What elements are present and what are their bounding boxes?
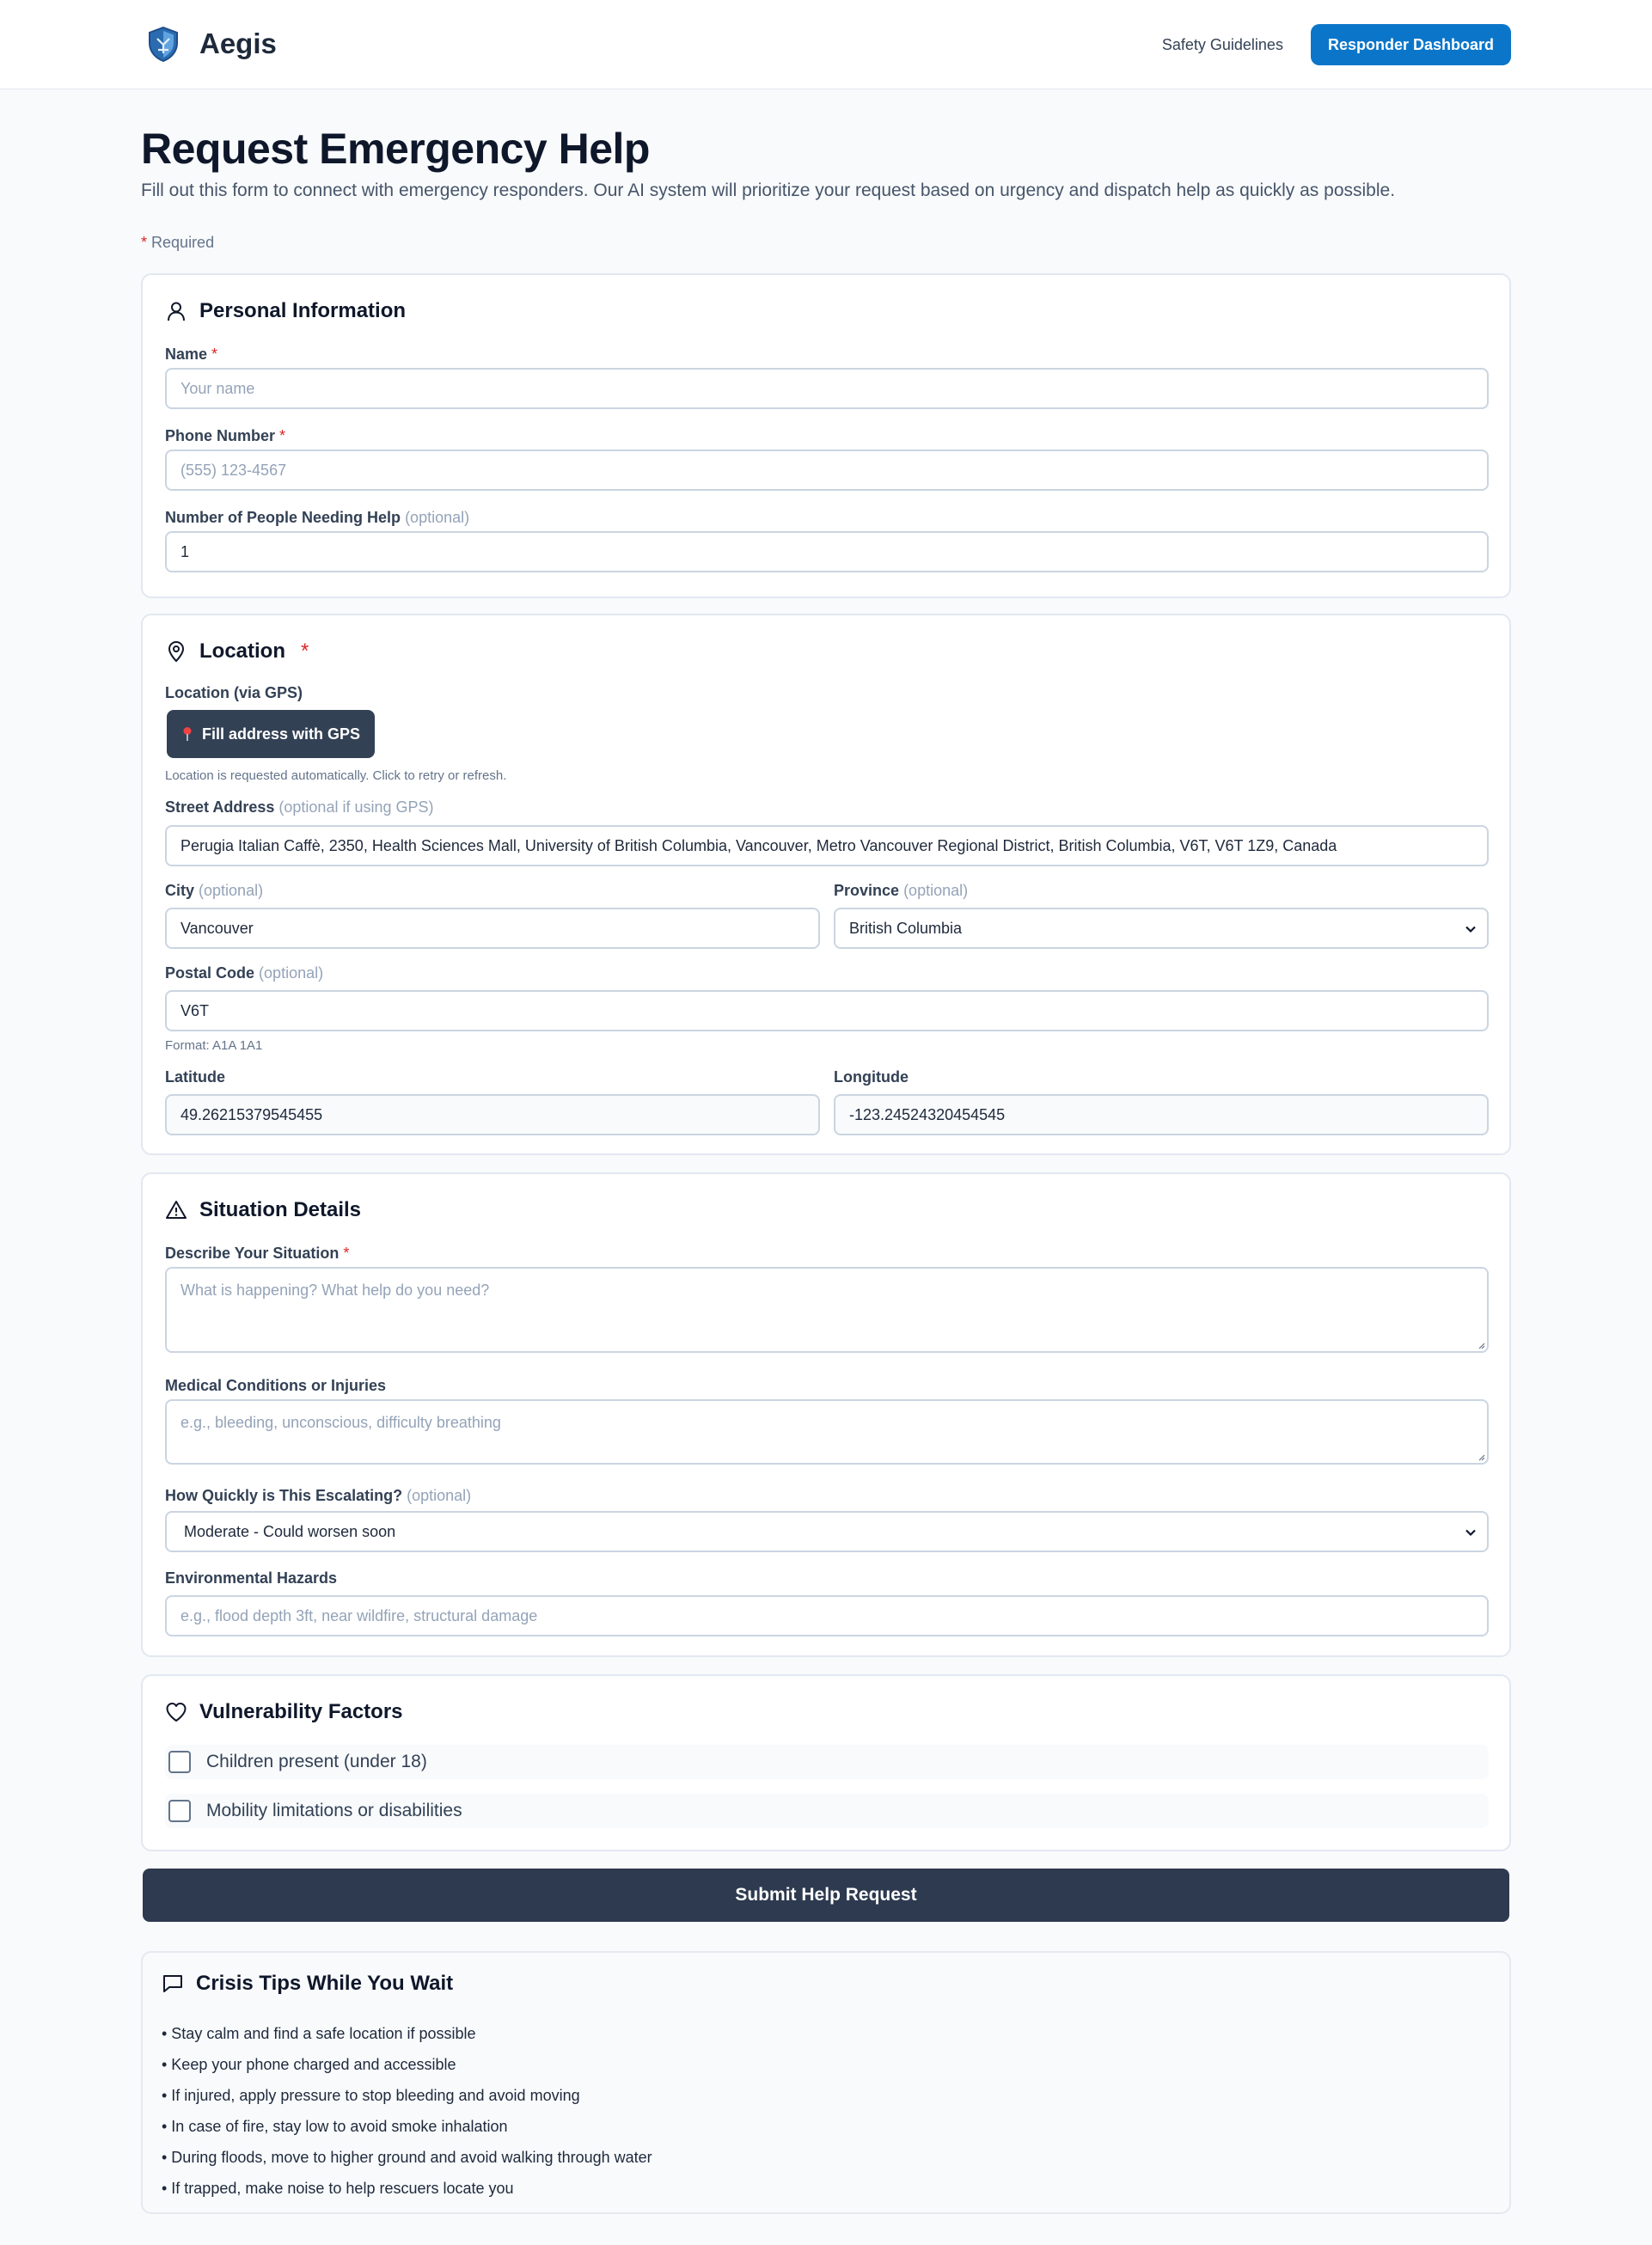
postal-code-input[interactable]: V6T bbox=[165, 990, 1489, 1031]
longitude-input[interactable]: -123.24524320454545 bbox=[834, 1094, 1489, 1135]
province-value: British Columbia bbox=[849, 920, 963, 937]
red-pin-icon bbox=[181, 726, 193, 742]
crisis-tips-header bbox=[162, 1972, 453, 1996]
situation-header bbox=[165, 1198, 361, 1222]
children-checkbox-row[interactable] bbox=[165, 1745, 1489, 1779]
page-subtitle: Fill out this form to connect with emergency responders. Our AI system will prioritize your request based on urgency and dispatch help as quickly as possible. bbox=[141, 180, 1396, 200]
children-checkbox[interactable] bbox=[168, 1751, 191, 1773]
describe-label: Describe Your Situation * bbox=[165, 1245, 350, 1262]
resize-handle-icon[interactable] bbox=[1477, 1453, 1485, 1461]
latitude-input[interactable]: 49.26215379545455 bbox=[165, 1094, 820, 1135]
street-address-input[interactable]: Perugia Italian Caffè, 2350, Health Sciences Mall, University of British Columbia, Vancouver, Metro Vancouver Regional District, British Columbia, V6T, V6T 1Z9, Canada bbox=[165, 825, 1489, 866]
city-input[interactable]: Vancouver bbox=[165, 908, 820, 949]
people-count-input[interactable]: 1 bbox=[165, 531, 1489, 572]
name-label: Name * bbox=[165, 346, 218, 363]
shield-logo-icon bbox=[146, 26, 180, 62]
vulnerability-section bbox=[141, 1674, 1511, 1851]
vulnerability-header bbox=[165, 1700, 403, 1724]
heart-icon bbox=[165, 1701, 187, 1723]
longitude-label: Longitude bbox=[834, 1068, 909, 1086]
required-star: * bbox=[141, 234, 148, 251]
hazards-label: Environmental Hazards bbox=[165, 1569, 338, 1587]
crisis-tips-panel bbox=[141, 1951, 1511, 2214]
situation-heading: Situation Details bbox=[199, 1198, 362, 1221]
phone-input[interactable]: (555) 123-4567 bbox=[165, 450, 1489, 491]
location-section bbox=[141, 614, 1511, 1155]
medical-textarea[interactable] bbox=[165, 1399, 1489, 1465]
tip-item: • Stay calm and find a safe location if possible bbox=[162, 2025, 476, 2042]
responder-dashboard-button[interactable]: Responder Dashboard bbox=[1311, 24, 1511, 65]
submit-help-request-button[interactable]: Submit Help Request bbox=[143, 1869, 1509, 1922]
map-pin-icon bbox=[165, 640, 187, 663]
escalation-label: How Quickly is This Escalating? (optional) bbox=[165, 1487, 472, 1504]
escalation-value: Moderate - Could worsen soon bbox=[184, 1523, 396, 1540]
tip-item: • If injured, apply pressure to stop bleeding and avoid moving bbox=[162, 2087, 580, 2104]
location-required-star: * bbox=[301, 639, 309, 663]
street-label: Street Address (optional if using GPS) bbox=[165, 798, 434, 816]
gps-hint: Location is requested automatically. Click to retry or refresh. bbox=[165, 768, 507, 783]
fill-gps-button[interactable] bbox=[167, 710, 375, 758]
crisis-tips-list bbox=[162, 2018, 652, 2204]
medical-placeholder: e.g., bleeding, unconscious, difficulty breathing bbox=[180, 1414, 501, 1431]
latitude-label: Latitude bbox=[165, 1068, 225, 1086]
escalation-select[interactable] bbox=[165, 1511, 1489, 1552]
mobility-checkbox-label[interactable]: Mobility limitations or disabilities bbox=[206, 1801, 462, 1820]
hazards-input[interactable]: e.g., flood depth 3ft, near wildfire, structural damage bbox=[165, 1595, 1489, 1636]
personal-info-section bbox=[141, 273, 1511, 598]
resize-handle-icon[interactable] bbox=[1477, 1341, 1485, 1349]
warning-triangle-icon bbox=[165, 1199, 187, 1221]
crisis-tips-heading: Crisis Tips While You Wait bbox=[196, 1972, 454, 1995]
tip-item: • In case of fire, stay low to avoid smoke inhalation bbox=[162, 2118, 508, 2135]
tip-item: • During floods, move to higher ground and avoid walking through water bbox=[162, 2149, 652, 2166]
required-note bbox=[141, 234, 214, 252]
situation-section bbox=[141, 1172, 1511, 1657]
tip-item: • If trapped, make noise to help rescuers locate you bbox=[162, 2180, 514, 2197]
chevron-down-icon bbox=[1465, 923, 1477, 935]
personal-info-header bbox=[165, 299, 406, 323]
chevron-down-icon bbox=[1465, 1526, 1477, 1538]
location-header bbox=[165, 639, 309, 664]
city-label: City (optional) bbox=[165, 882, 264, 899]
brand[interactable] bbox=[146, 26, 277, 62]
fill-gps-button-label: Fill address with GPS bbox=[201, 725, 361, 743]
describe-textarea[interactable] bbox=[165, 1267, 1489, 1353]
personal-info-heading: Personal Information bbox=[199, 299, 407, 322]
vulnerability-heading: Vulnerability Factors bbox=[199, 1700, 403, 1723]
name-input[interactable]: Your name bbox=[165, 368, 1489, 409]
app-name: Aegis bbox=[199, 28, 277, 59]
tip-item: • Keep your phone charged and accessible bbox=[162, 2056, 456, 2073]
gps-label: Location (via GPS) bbox=[165, 684, 303, 701]
page-title: Request Emergency Help bbox=[141, 125, 650, 173]
mobility-checkbox[interactable] bbox=[168, 1800, 191, 1822]
message-square-icon bbox=[162, 1973, 184, 1995]
user-icon bbox=[165, 300, 187, 322]
describe-placeholder: What is happening? What help do you need? bbox=[180, 1282, 490, 1299]
mobility-checkbox-row[interactable] bbox=[165, 1794, 1489, 1828]
children-checkbox-label[interactable]: Children present (under 18) bbox=[206, 1752, 427, 1771]
required-note-text: Required bbox=[151, 234, 215, 251]
province-select[interactable] bbox=[834, 908, 1489, 949]
province-label: Province (optional) bbox=[834, 882, 969, 899]
top-navbar bbox=[0, 0, 1652, 89]
safety-guidelines-link[interactable]: Safety Guidelines bbox=[1161, 35, 1283, 53]
people-count-label: Number of People Needing Help (optional) bbox=[165, 509, 470, 526]
postal-label: Postal Code (optional) bbox=[165, 964, 324, 982]
phone-label: Phone Number * bbox=[165, 427, 286, 444]
location-heading: Location bbox=[199, 639, 285, 663]
top-nav bbox=[1162, 24, 1511, 65]
medical-label: Medical Conditions or Injuries bbox=[165, 1377, 387, 1394]
postal-hint: Format: A1A 1A1 bbox=[165, 1038, 263, 1053]
